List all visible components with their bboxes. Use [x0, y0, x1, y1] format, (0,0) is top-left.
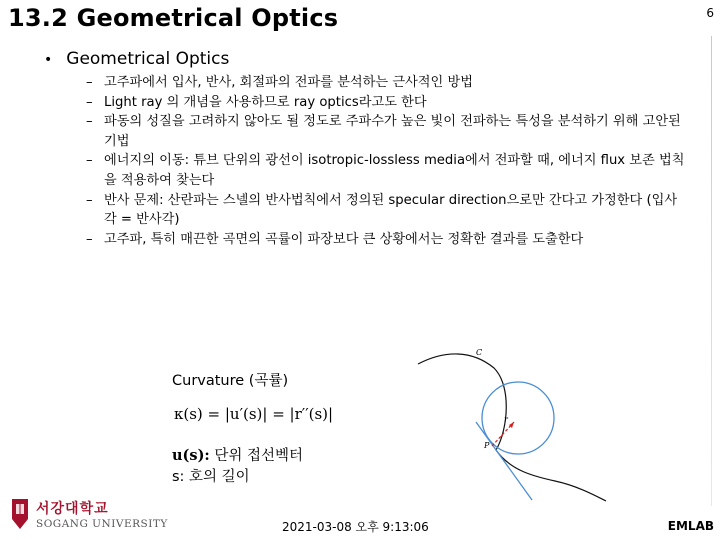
sub-bullet-item: [86, 191, 686, 230]
curvature-formula: κ(s) = |u′(s)| = |r′′(s)|: [174, 405, 334, 423]
label-r: r: [504, 415, 508, 424]
sub-bullet-item: [86, 151, 686, 190]
sub-bullet-text: 반사 문제: 산란파는 스넬의 반사법칙에서 정의된 specular direction으로만 간다고 가정한다 (입사각 = 반사각): [104, 192, 678, 228]
tangent-symbol: u(s):: [172, 447, 210, 464]
right-divider: [711, 36, 712, 506]
sub-bullet-item: [86, 93, 686, 113]
tangent-description: 단위 접선벡터: [209, 448, 304, 464]
university-logo: [10, 497, 168, 531]
dash-marker: –: [86, 94, 93, 110]
dash-marker: –: [86, 75, 93, 90]
dash-marker: –: [86, 192, 93, 208]
logo-korean-name: 서강대학교: [36, 501, 109, 517]
footer-datetime: 2021-03-08 오후 9:13:06: [282, 520, 429, 534]
main-bullet: [44, 49, 229, 69]
sub-bullet-text: 고주파에서 입사, 반사, 회절파의 전파를 분석하는 근사적인 방법: [104, 75, 473, 90]
osculating-circle: [482, 382, 554, 454]
dash-marker: –: [86, 114, 93, 130]
sub-bullet-text: 에너지의 이동: 튜브 단위의 광선이 isotropic-lossless media에서 전파할 때, 에너지 flux 보존 법칙을 적용하여 찾는다: [104, 153, 685, 188]
sub-bullet-text: Light ray 의 개념을 사용하므로 ray optics라고도 한다: [104, 94, 427, 110]
sub-bullet-item: [86, 230, 686, 250]
dash-marker: –: [86, 153, 93, 169]
main-bullet-text: Geometrical Optics: [66, 49, 230, 69]
arc-length-definition: s: 호의 길이: [172, 469, 250, 485]
page-number: 6: [706, 6, 714, 20]
sub-bullet-item: [86, 73, 686, 93]
tangent-definition: [172, 444, 303, 465]
sub-bullet-list: [86, 73, 686, 249]
logo-english-name: SOGANG UNIVERSITY: [36, 518, 168, 530]
slide-title: 13.2 Geometrical Optics: [8, 4, 339, 32]
dash-marker: –: [86, 231, 93, 247]
label-c: C: [476, 348, 483, 357]
footer-lab-name: EMLAB: [667, 519, 714, 533]
curvature-title: Curvature (곡률): [172, 373, 289, 389]
sub-bullet-text: 고주파, 특히 매끈한 곡면의 곡률이 파장보다 큰 상황에서는 정확한 결과를 도출한다: [104, 231, 584, 247]
sub-bullet-item: [86, 112, 686, 151]
university-emblem-icon: [10, 497, 30, 531]
label-p: P: [484, 441, 490, 450]
sub-bullet-text: 파동의 성질을 고려하지 않아도 될 정도로 주파수가 높은 빛이 전파하는 특성을 분석하기 위해 고안된 기법: [104, 114, 681, 149]
curvature-diagram: [410, 338, 690, 503]
bullet-marker: •: [44, 52, 53, 68]
